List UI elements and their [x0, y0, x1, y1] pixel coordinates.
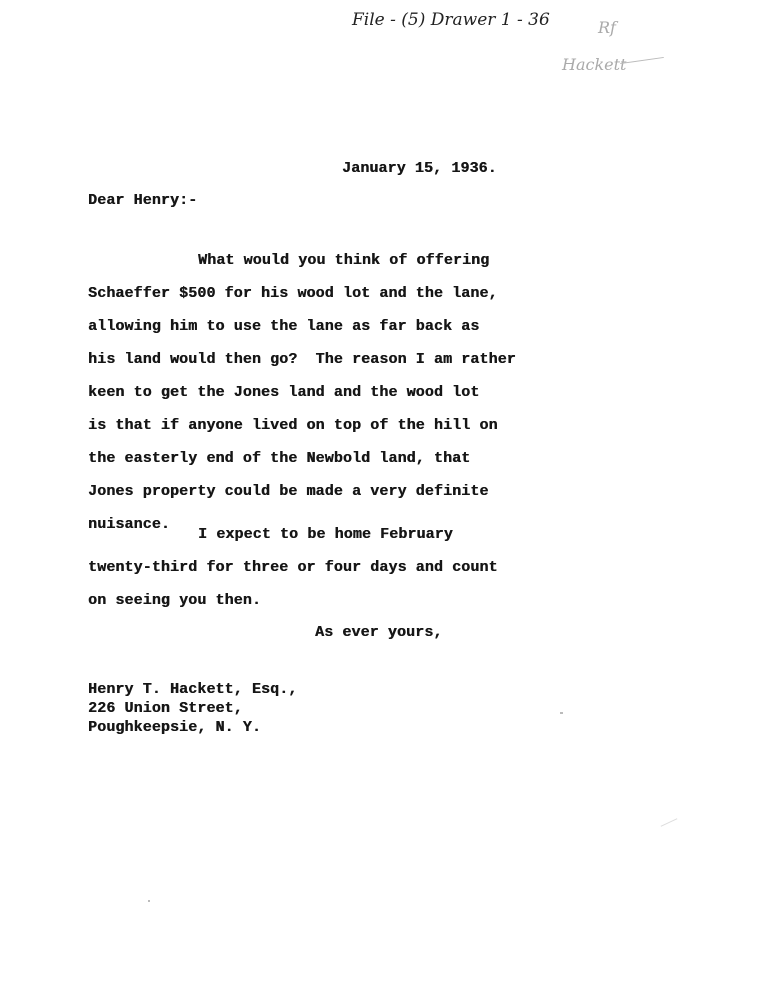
paper-speck [560, 712, 563, 714]
body-line: What would you think of offering [198, 252, 490, 269]
paper-mark [661, 818, 678, 827]
body-line: keen to get the Jones land and the wood lot [88, 384, 480, 401]
body-line: is that if anyone lived on top of the hill on [88, 417, 498, 434]
body-line: on seeing you then. [88, 592, 261, 609]
body-line: twenty-third for three or four days and count [88, 559, 498, 576]
handwritten-initials: Rf [598, 18, 616, 37]
letter-date: January 15, 1936. [342, 160, 497, 177]
address-line: Poughkeepsie, N. Y. [88, 719, 261, 736]
body-line: I expect to be home February [198, 526, 453, 543]
address-line: 226 Union Street, [88, 700, 243, 717]
body-line: Schaeffer $500 for his wood lot and the lane, [88, 285, 498, 302]
handwritten-file-note: File - (5) Drawer 1 - 36 [352, 10, 550, 30]
closing: As ever yours, [315, 624, 443, 641]
body-line: nuisance. [88, 516, 170, 533]
salutation: Dear Henry:- [88, 192, 198, 209]
address-line: Henry T. Hackett, Esq., [88, 681, 298, 698]
body-line: allowing him to use the lane as far back as [88, 318, 480, 335]
handwritten-scribble: Hackett [562, 55, 627, 74]
paper-speck [148, 900, 150, 902]
body-line: Jones property could be made a very definite [88, 483, 489, 500]
scribble-line [620, 57, 664, 64]
body-line: the easterly end of the Newbold land, that [88, 450, 471, 467]
body-line: his land would then go? The reason I am rather [88, 351, 516, 368]
